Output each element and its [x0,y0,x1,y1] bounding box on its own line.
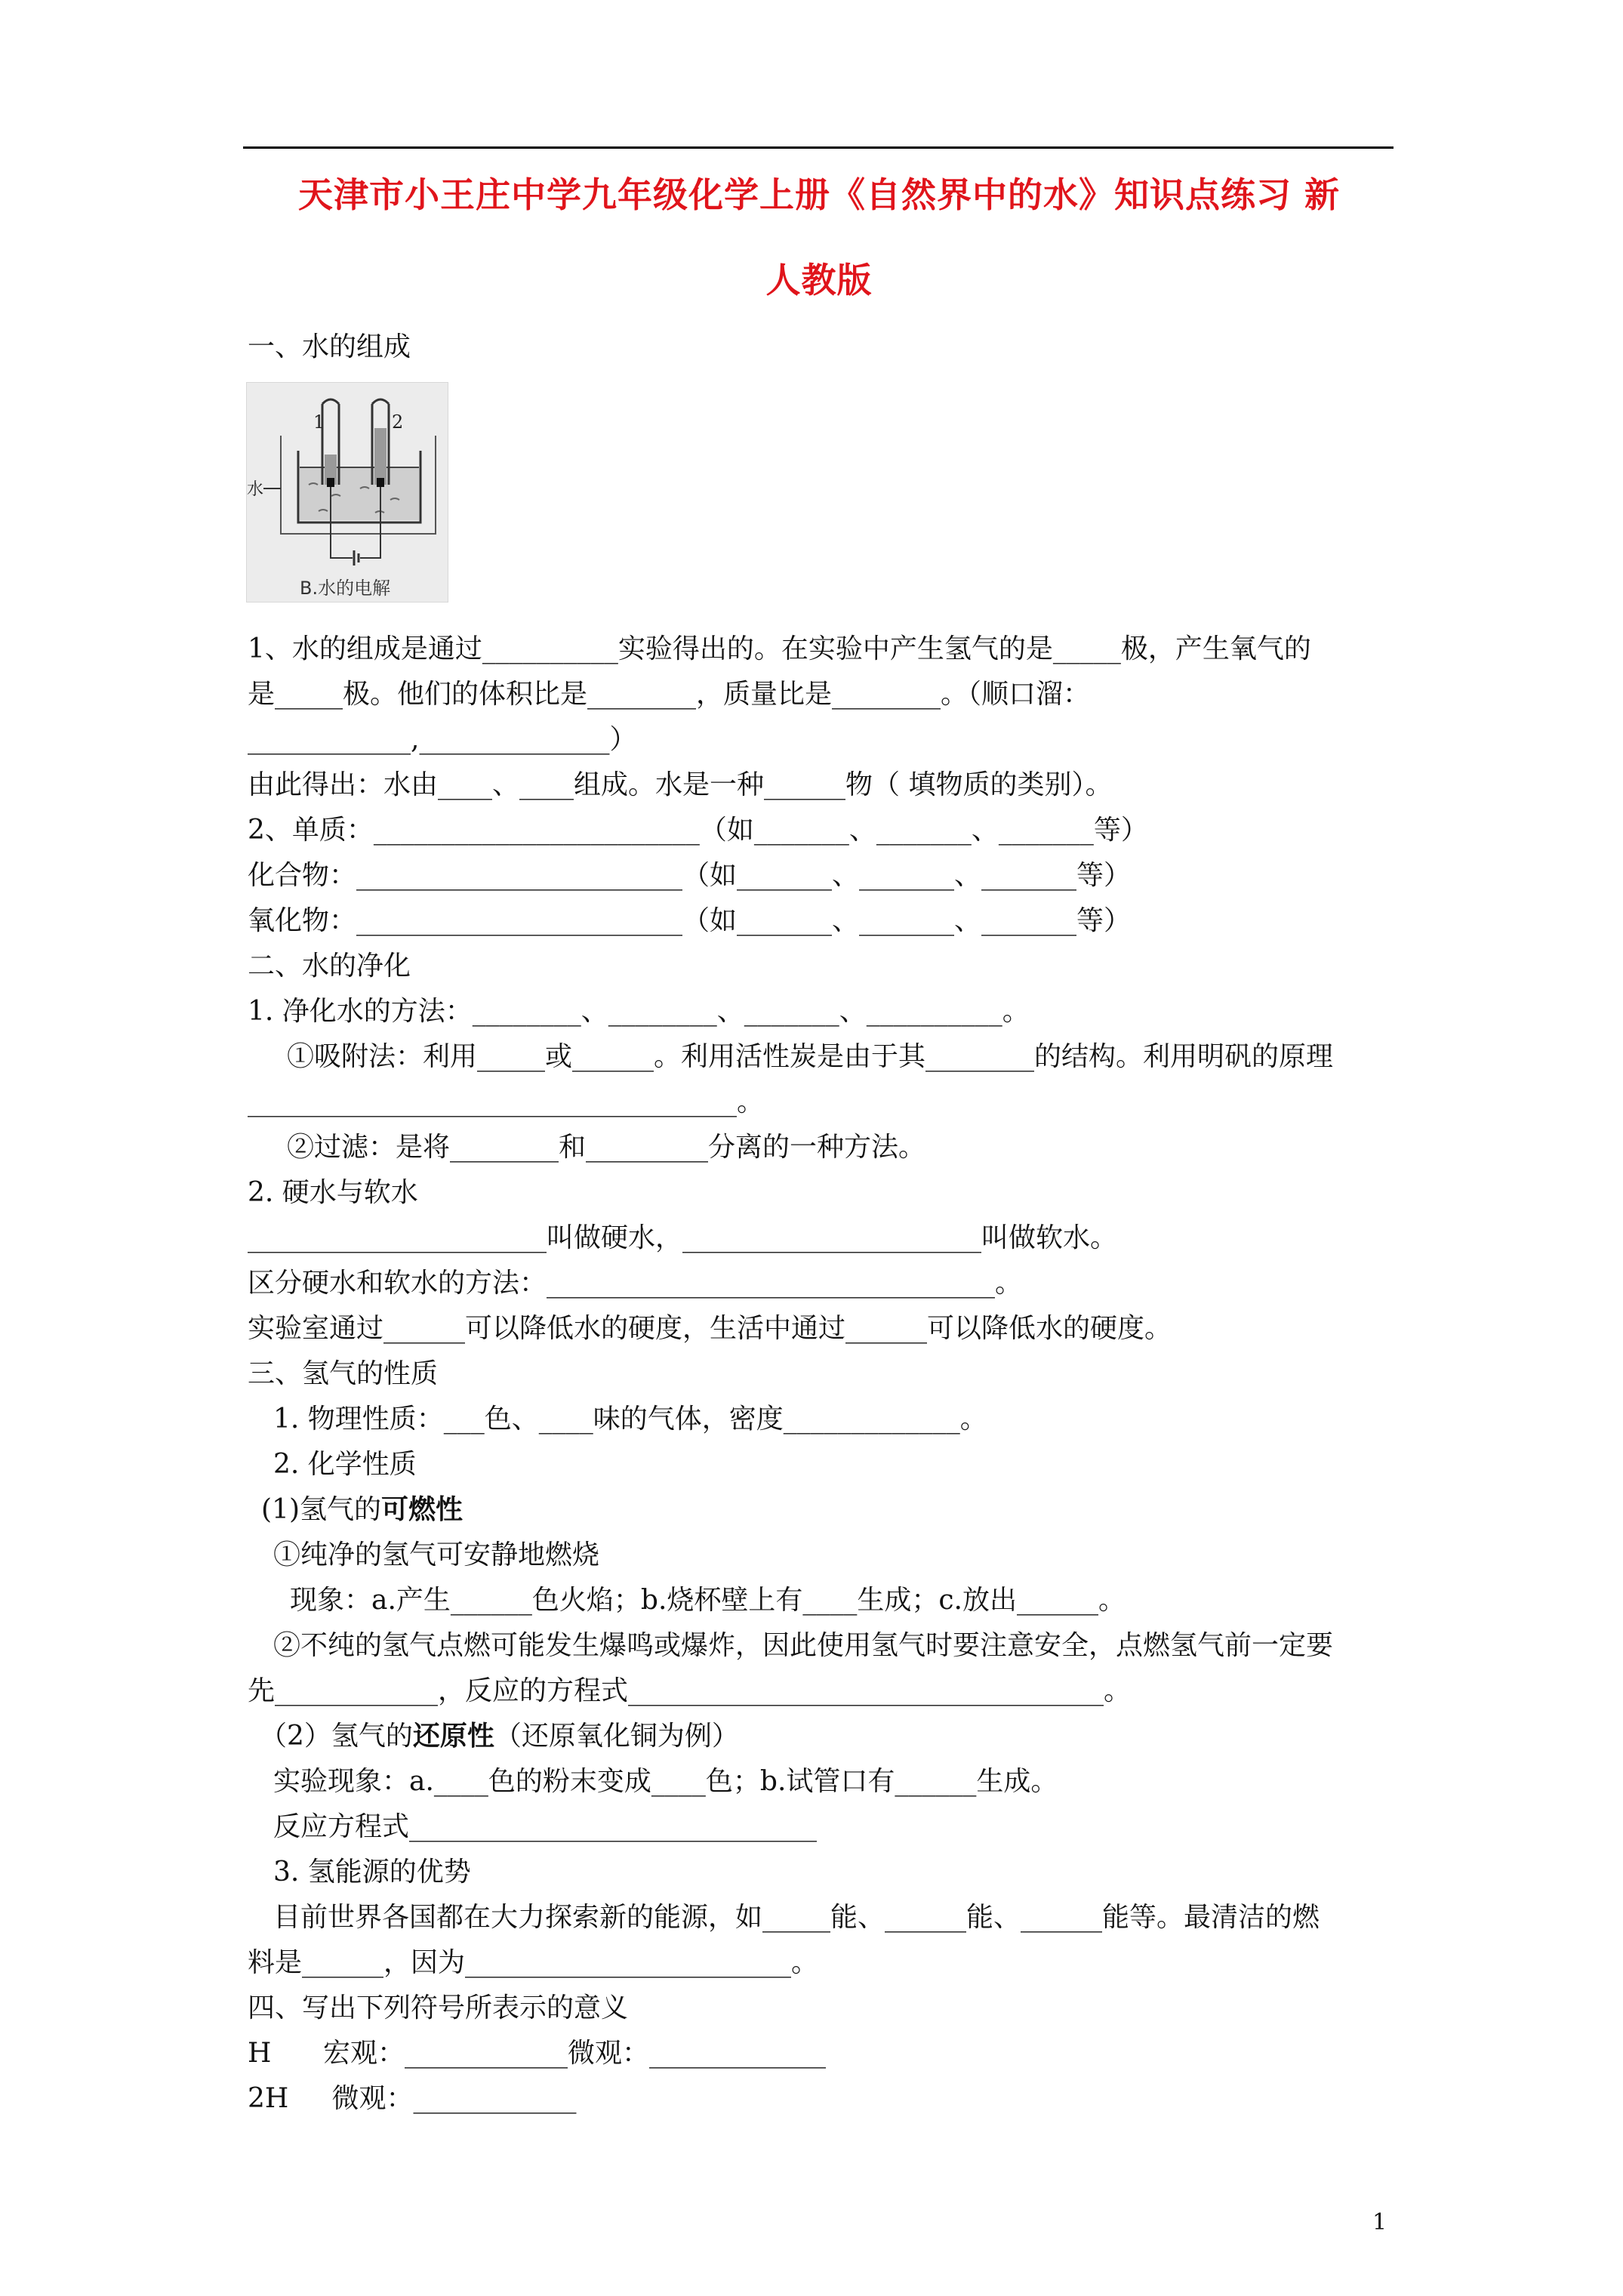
symbol-2h-meaning: 2H 微观：____________ [248,2083,577,2114]
question-1-line-2: 是_____极。他们的体积比是________，质量比是________。（顺口溜： [248,679,1091,710]
reduction-equation: 反应方程式______________________________ [273,1811,818,1842]
page-title-line-2: 人教版 [765,260,873,300]
question-1-line-4: 由此得出：水由____、____组成。水是一种______物（ 填物质的类别）。 [248,769,1113,800]
section-heading-4: 四、写出下列符号所表示的意义 [248,1992,629,2023]
section-heading-3: 三、氢气的性质 [248,1358,439,1389]
chemical-properties-heading: 2. 化学性质 [273,1449,417,1480]
filtration-line: ②过滤：是将________和_________分离的一种方法。 [287,1132,926,1163]
hydrogen-purity-check: 先____________，反应的方程式___________________________________。 [248,1675,1132,1706]
combustibility-heading [261,1493,463,1526]
combustibility-keyword: 可燃性 [381,1493,463,1525]
tube-label-1: 1 [313,411,325,433]
electrolysis-apparatus-drawing [247,383,448,602]
adsorption-line-1: ①吸附法：利用_____或______。利用活性炭是由于其________的结构。利用明矾的原理 [287,1041,1334,1072]
hard-soft-water-heading: 2. 硬水与软水 [248,1177,418,1208]
adsorption-line-2: ____________________________________。 [248,1086,764,1117]
section-heading-1: 一、水的组成 [248,331,411,362]
combustibility-prefix: (1)氢气的 [261,1494,381,1525]
hard-water-reduction: 实验室通过______可以降低水的硬度，生活中通过______可以降低水的硬度。 [248,1313,1172,1344]
question-2-elements: 2、单质：________________________（如_______、_______、_______等） [248,815,1148,846]
reduction-phenomena: 实验现象：a.____色的粉末变成____色；b.试管口有______生成。 [273,1766,1058,1797]
tube-label-2: 2 [392,411,404,433]
question-2-compounds: 化合物：________________________（如_______、_______、_______等） [248,860,1132,891]
impure-hydrogen-warning: ②不纯的氢气点燃可能发生爆鸣或爆炸，因此使用氢气时要注意安全，点燃氢气前一定要 [273,1630,1334,1661]
burning-phenomena: 现象：a.产生______色火焰；b.烧杯壁上有____生成；c.放出______。 [290,1585,1126,1616]
purification-methods: 1. 净化水的方法：________、________、_______、__________。 [248,996,1030,1027]
water-electrolysis-figure [246,382,448,603]
hard-soft-water-distinguish: 区分硬水和软水的方法：_________________________________。 [248,1268,1023,1299]
symbol-h-meaning: H 宏观：____________微观：_____________ [248,2038,827,2069]
question-1-line-1: 1、水的组成是通过__________实验得出的。在实验中产生氢气的是_____极，产生氧气的 [248,633,1311,664]
figure-caption: B.水的电解 [300,578,391,599]
physical-properties: 1. 物理性质：___色、____味的气体，密度_____________。 [273,1404,987,1435]
hydrogen-energy-line-1: 目前世界各国都在大力探索新的能源，如_____能、______能、______能等。最清洁的燃 [273,1902,1320,1933]
hydrogen-energy-line-2: 料是______，因为________________________。 [248,1947,819,1978]
reducibility-keyword: 还原性 [412,1720,494,1752]
page-number: 1 [1372,2209,1387,2236]
water-label: 水 [247,480,264,499]
reducibility-heading [260,1720,739,1752]
question-2-oxides: 氧化物：________________________（如_______、_______、_______等） [248,905,1132,936]
hard-soft-water-definition: ______________________叫做硬水，______________________叫做软水。 [248,1222,1118,1253]
pure-hydrogen-burning: ①纯净的氢气可安静地燃烧 [273,1539,600,1570]
header-rule [243,146,1394,149]
page-title-line-1: 天津市小王庄中学九年级化学上册《自然界中的水》知识点练习 新 [297,174,1340,215]
hydrogen-energy-heading: 3. 氢能源的优势 [273,1857,471,1888]
reducibility-prefix: （2）氢气的 [260,1721,413,1752]
question-1-line-3: ____________,______________） [248,724,637,755]
reducibility-suffix: （还原氧化铜为例） [494,1721,739,1752]
section-heading-2: 二、水的净化 [248,951,411,982]
